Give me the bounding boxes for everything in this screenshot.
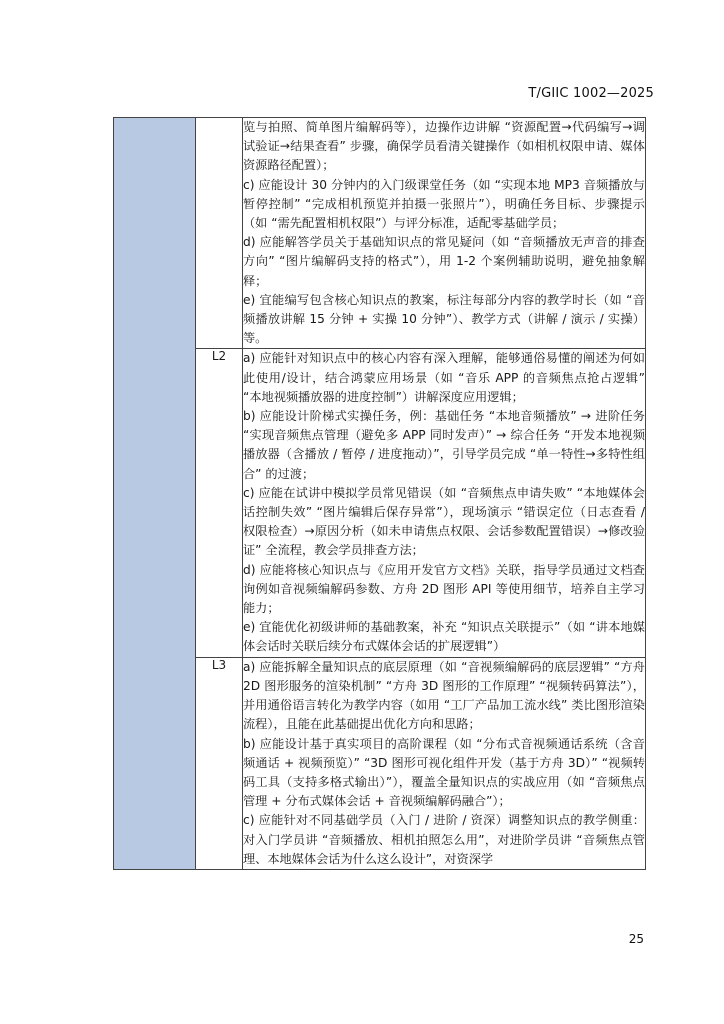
- requirement-item: a) 应能拆解全量知识点的底层原理（如 “音视频编解码的底层逻辑” “方舟 2D 图形服务的渲染机制” “方舟 3D 图形的工作原理” “视频转码算法”），并用通俗语言转化为教学内容（如用 “工厂产品加工流水线” 类比图形渲染流程），且能在此基础提出优化方向和思路；: [243, 659, 645, 732]
- requirement-item: a) 应能针对知识点中的核心内容有深入理解，能够通俗易懂的阐述为何如此使用/设计，结合鸿蒙应用场景（如 “音乐 APP 的音频焦点抢占逻辑” “本地视频播放器的进度控制”）讲解深度应用逻辑；: [243, 351, 645, 404]
- requirement-item: c) 应能在试讲中模拟学员常见错误（如 “音频焦点申请失败” “本地媒体会话控制失效” “图片编辑后保存异常”），现场演示 “错误定位（日志查看 / 权限检查）→原因分析（如未申请焦点权限、会话参数配置错误）→修改验证” 全流程，教会学员排查方法；: [243, 485, 645, 558]
- table-row: [114, 118, 646, 349]
- category-cell: [114, 118, 196, 870]
- requirement-item: b) 应能设计基于真实项目的高阶课程（如 “分布式音视频通话系统（含音频通话 + 视频预览）” “3D 图形可视化组件开发（基于方舟 3D）” “视频转码工具（支持多格式输出）”），覆盖全量知识点的实战应用（如 “音频焦点管理 + 分布式媒体会话 + 音视频编解码融合”）；: [243, 736, 645, 809]
- competency-table: [113, 117, 646, 870]
- level-cell: [196, 118, 243, 349]
- requirement-item: c) 应能针对不同基础学员（入门 / 进阶 / 资深）调整知识点的教学侧重：对入门学员讲 “音频播放、相机拍照怎么用”，对进阶学员讲 “音频焦点管理、本地媒体会话为什么这么设计”，对资深学: [243, 813, 645, 866]
- level-cell: L3: [196, 657, 243, 869]
- requirement-item: d) 应能解答学员关于基础知识点的常见疑问（如 “音频播放无声音的排查方向” “图片编解码支持的格式”），用 1-2 个案例辅助说明，避免抽象解释；: [243, 235, 645, 288]
- level-cell: L2: [196, 349, 243, 657]
- requirements-cell: [243, 657, 646, 869]
- requirements-cell: [243, 349, 646, 657]
- document-code: T/GIIC 1002—2025: [528, 86, 654, 101]
- requirement-item: c) 应能设计 30 分钟内的入门级课堂任务（如 “实现本地 MP3 音频播放与暂停控制” “完成相机预览并拍摄一张照片”），明确任务目标、步骤提示（如 “需先配置相机权限”）与评分标准，适配零基础学员；: [243, 177, 645, 231]
- requirement-item: d) 应能将核心知识点与《应用开发官方文档》关联，指导学员通过文档查询例如音视频编解码参数、方舟 2D 图形 API 等使用细节，培养自主学习能力；: [243, 562, 645, 616]
- page-number: 25: [628, 932, 644, 946]
- requirement-item: e) 宜能编写包含核心知识点的教案，标注每部分内容的教学时长（如 “音频播放讲解 15 分钟 + 实操 10 分钟”）、教学方式（讲解 / 演示 / 实操）等。: [243, 292, 645, 346]
- requirement-item: 览与拍照、简单图片编解码等），边操作边讲解 “资源配置→代码编写→调试验证→结果查看” 步骤，确保学员看清关键操作（如相机权限申请、媒体资源路径配置）；: [243, 120, 645, 173]
- requirements-cell: [243, 118, 646, 349]
- requirement-item: b) 应能设计阶梯式实操任务，例：基础任务 “本地音频播放” → 进阶任务 “实现音频焦点管理（避免多 APP 同时发声）” → 综合任务 “开发本地视频播放器（含播放 / 暂停 / 进度拖动）”，引导学员完成 “单一特性→多特性组合” 的过渡；: [243, 409, 645, 481]
- requirement-item: e) 宜能优化初级讲师的基础教案，补充 “知识点关联提示”（如 “讲本地媒体会话时关联后续分布式媒体会话的扩展逻辑”）: [243, 620, 645, 654]
